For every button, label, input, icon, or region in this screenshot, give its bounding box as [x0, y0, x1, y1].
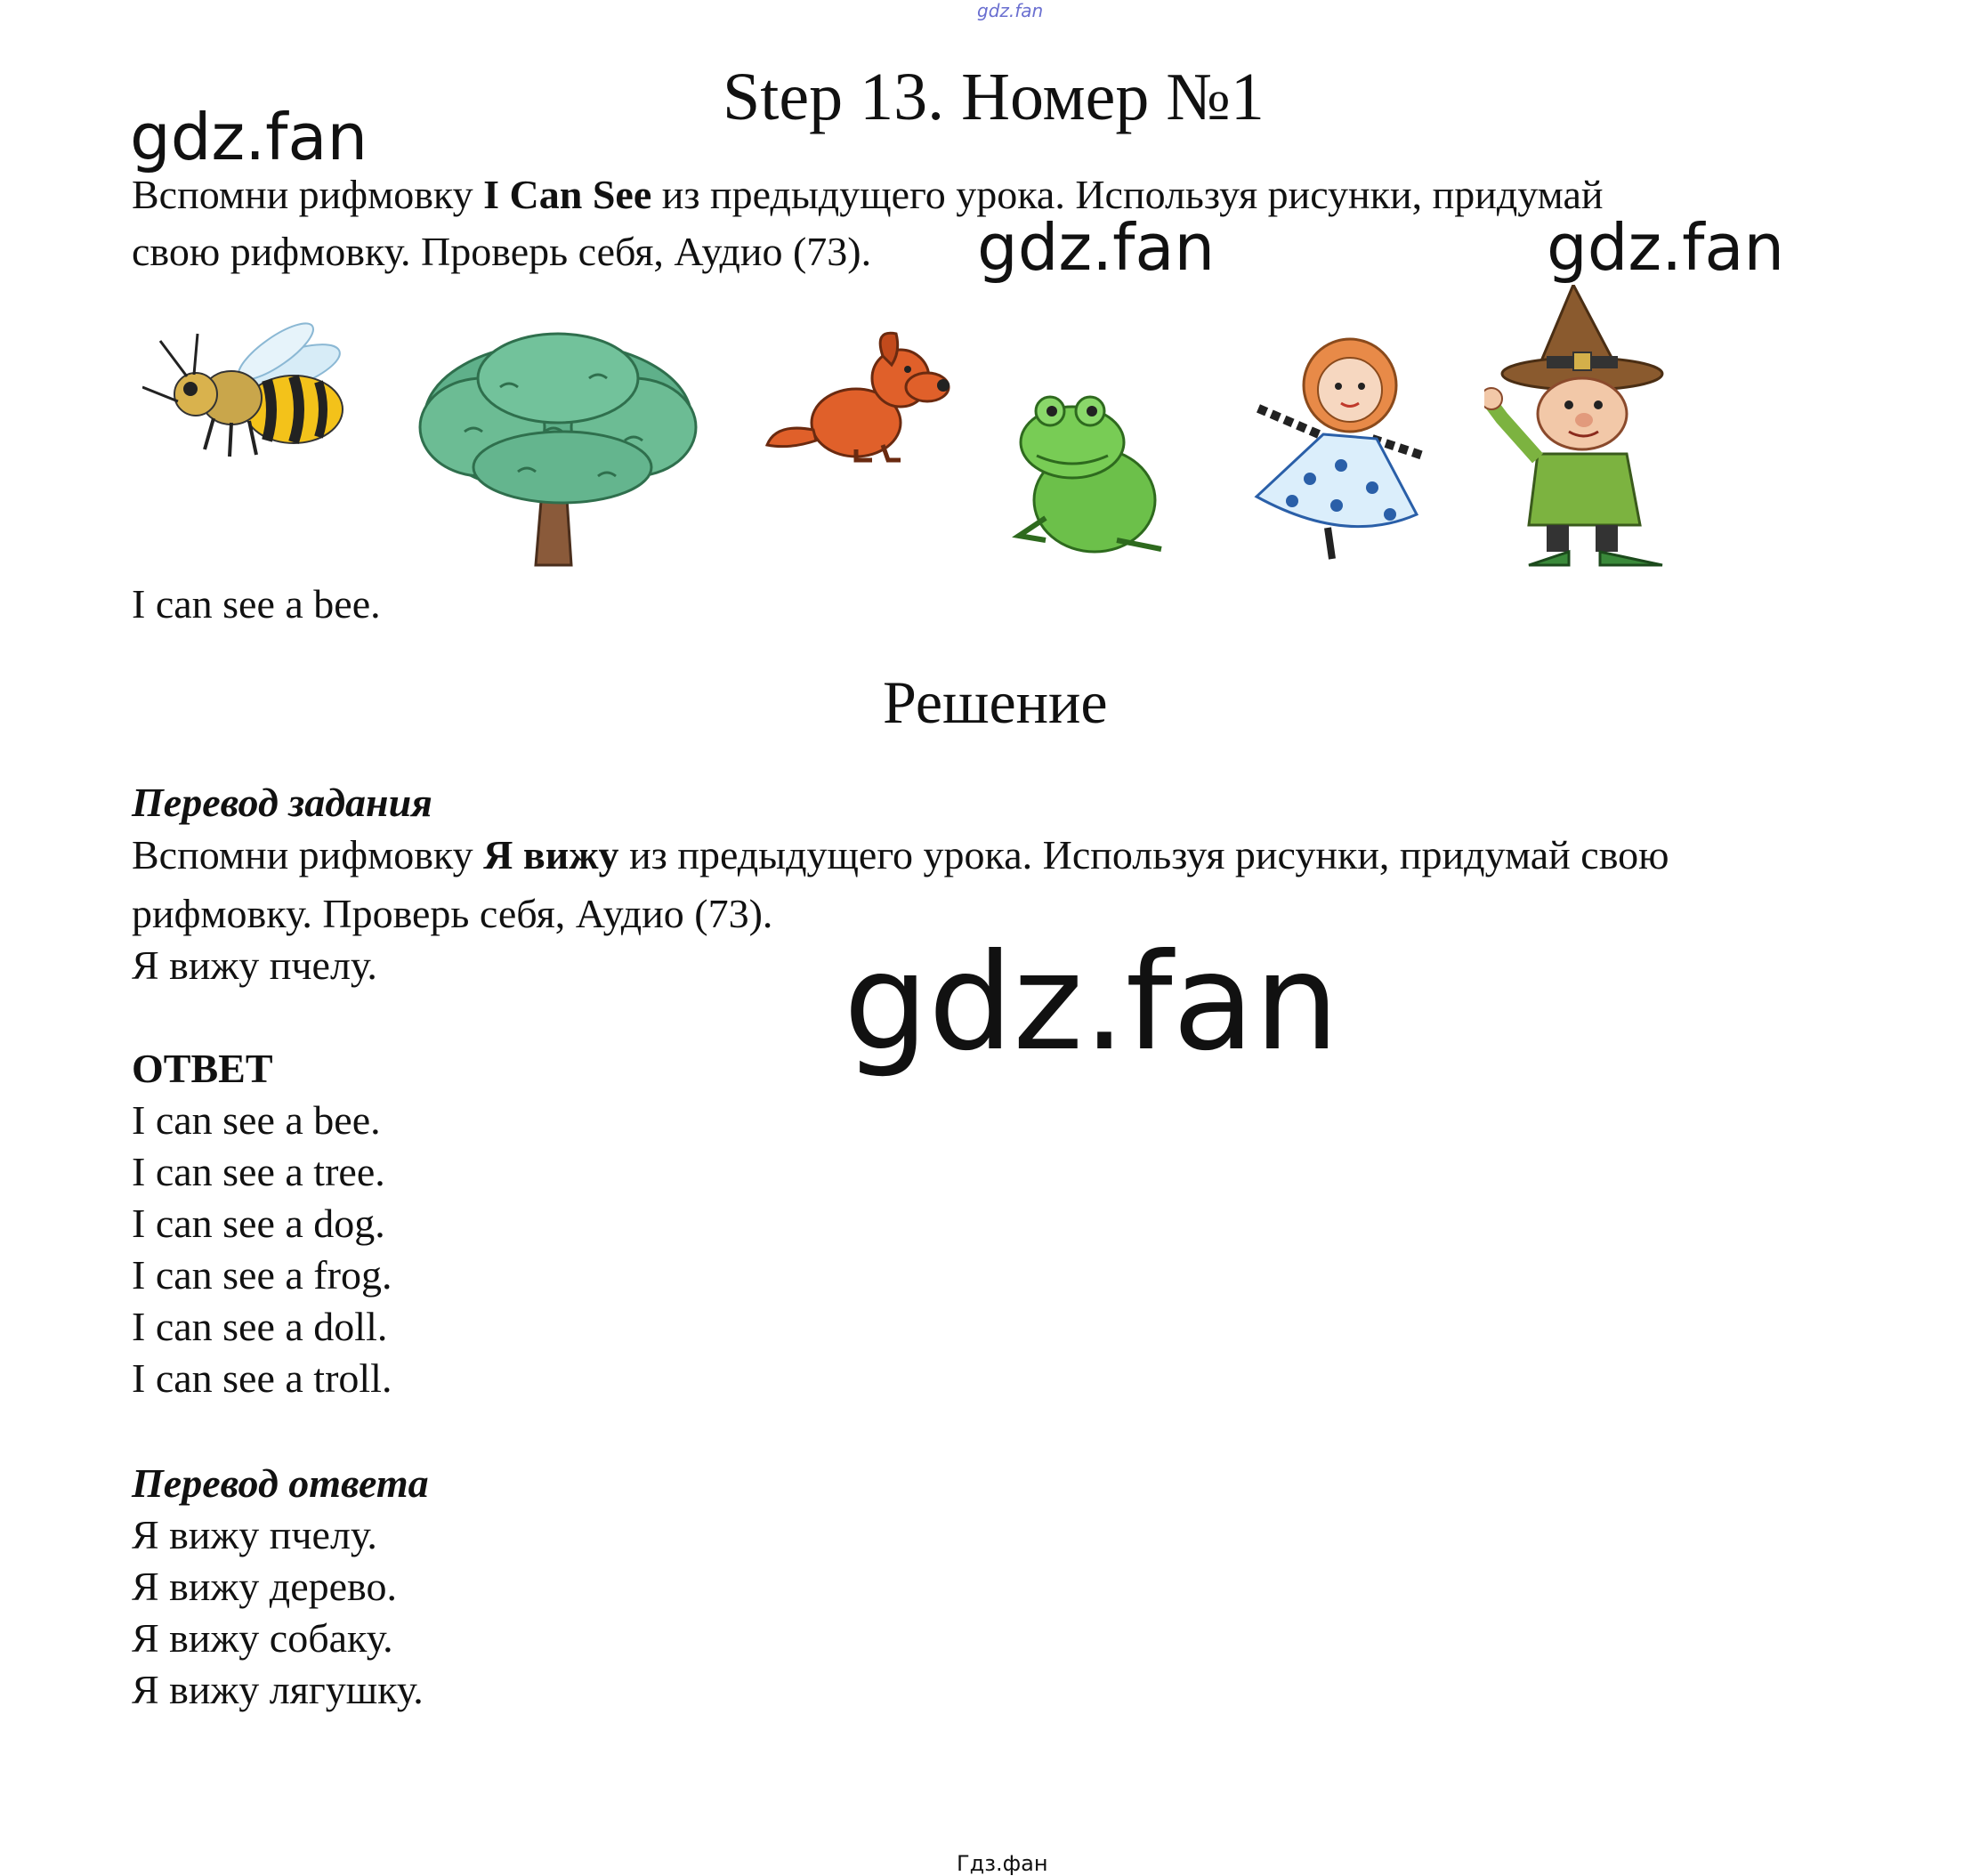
translation-line1-post: из предыдущего урока. Используя рисунки, придумай свою: [618, 832, 1669, 877]
translation-line3: Я вижу пчелу.: [132, 942, 377, 988]
page-title: Step 13. Номер №1: [723, 60, 1265, 134]
answer-translation-line: Я вижу собаку.: [132, 1615, 393, 1661]
watermark: gdz.fan: [977, 210, 1216, 285]
solution-heading: Решение: [883, 668, 1108, 736]
task-line1-pre: Вспомни рифмовку: [132, 172, 484, 217]
translation-line1-pre: Вспомни рифмовку: [132, 832, 484, 877]
task-line2: свою рифмовку. Проверь себя, Аудио (73).: [132, 229, 872, 274]
example-line: I can see a bee.: [132, 581, 381, 627]
footer-label: Гдз.фан: [957, 1851, 1048, 1876]
answer-heading: ОТВЕТ: [132, 1046, 273, 1091]
troll-picture: [1484, 285, 1689, 570]
answer-line: I can see a dog.: [132, 1201, 385, 1246]
answer-translation-line: Я вижу дерево.: [132, 1564, 397, 1609]
watermark-large: gdz.fan: [844, 926, 1339, 1080]
tree-picture: [411, 325, 705, 570]
doll-picture: [1239, 336, 1434, 563]
watermark: gdz.fan: [130, 100, 368, 174]
answer-translation-heading: Перевод ответа: [132, 1460, 429, 1506]
watermark: gdz.fan: [1547, 210, 1785, 285]
answer-translation-line: Я вижу пчелу.: [132, 1512, 377, 1557]
top-watermark: gdz.fan: [977, 0, 1044, 21]
answer-line: I can see a frog.: [132, 1252, 392, 1298]
bee-picture: [142, 316, 356, 467]
answer-translation-line: Я вижу лягушку.: [132, 1667, 424, 1712]
task-line1-post: из предыдущего урока. Используя рисунки, придумай: [651, 172, 1604, 217]
translation-heading: Перевод задания: [132, 780, 432, 825]
translation-rhyme-title: Я вижу: [483, 832, 619, 877]
answer-line: I can see a troll.: [132, 1355, 392, 1401]
task-rhyme-title: I Can See: [483, 172, 652, 217]
answer-line: I can see a doll.: [132, 1304, 388, 1349]
translation-line2: рифмовку. Проверь себя, Аудио (73).: [132, 891, 773, 936]
translation-line1: [132, 829, 1669, 881]
answer-line: I can see a tree.: [132, 1149, 385, 1194]
answer-line: I can see a bee.: [132, 1097, 381, 1143]
task-text: [132, 169, 1604, 221]
dog-picture: [758, 325, 954, 467]
frog-picture: [1010, 384, 1170, 562]
